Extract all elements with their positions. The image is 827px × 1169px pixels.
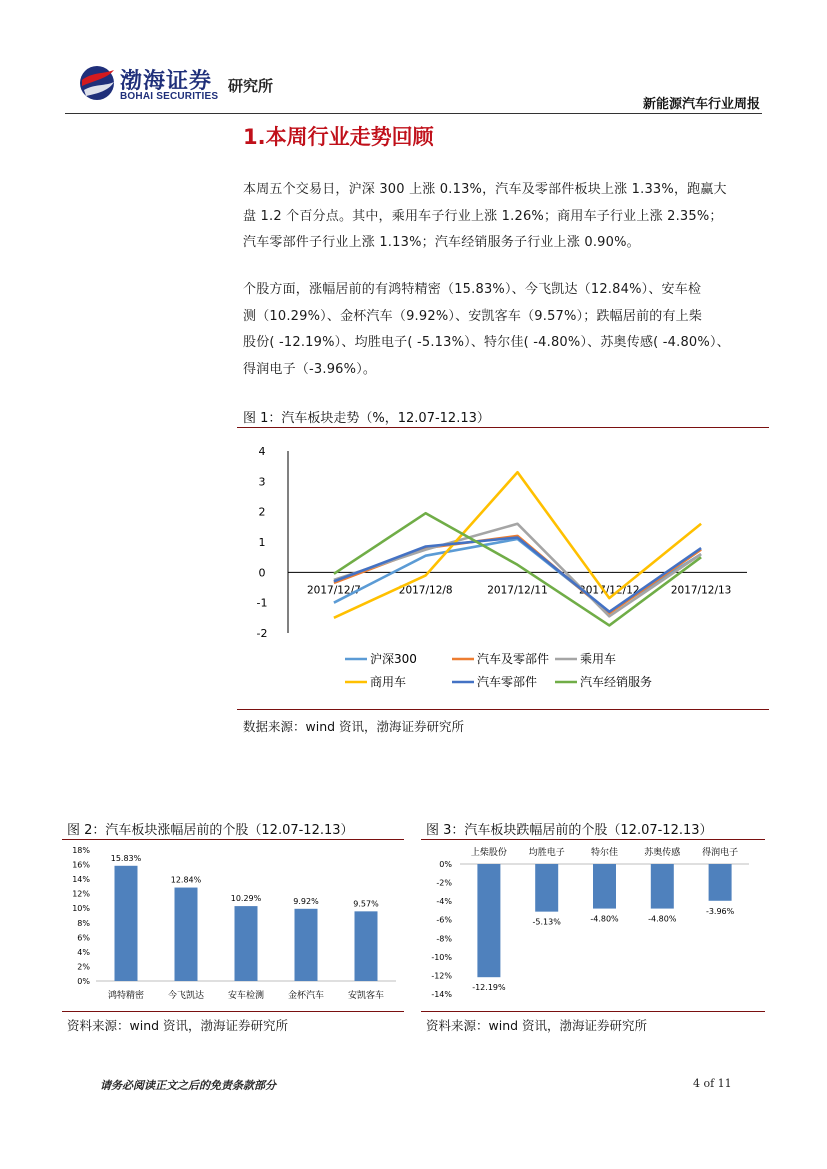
- y-tick-label: 12%: [72, 889, 90, 899]
- report-title: 新能源汽车行业周报: [642, 97, 760, 112]
- figure2-caption: 图 2：汽车板块涨幅居前的个股（12.07-12.13）: [67, 823, 354, 838]
- legend-label: 沪深300: [370, 652, 417, 666]
- y-tick-label: -10%: [431, 952, 452, 962]
- bar: [235, 906, 258, 981]
- x-tick-label: 苏奥传感: [644, 848, 681, 858]
- section-title: 1.本周行业走势回顾: [243, 125, 434, 149]
- legend-label: 商用车: [370, 675, 407, 689]
- legend-label: 汽车经销服务: [580, 675, 653, 689]
- page-number: 4 of 11: [693, 1077, 732, 1090]
- y-tick-label: 2: [258, 505, 266, 519]
- y-tick-label: 2%: [77, 962, 90, 972]
- bar: [535, 864, 558, 912]
- bar-value-label: 10.29%: [230, 894, 262, 904]
- footer-disclaimer: 请务必阅读正文之后的免责条款部分: [100, 1079, 276, 1092]
- bar-value-label: 12.84%: [170, 875, 202, 885]
- paragraph-2-line: 测（10.29%）、金杯汽车（9.92%）、安凯客车（9.57%）；跌幅居前的有上柴: [243, 308, 703, 324]
- bar-value-label: -4.80%: [590, 914, 619, 924]
- y-tick-label: -6%: [436, 915, 452, 925]
- figure2-bar-chart: [62, 841, 404, 1011]
- y-tick-label: 18%: [72, 846, 90, 855]
- figure1-top-rule: [237, 427, 769, 428]
- figure3-bar-chart: [421, 841, 765, 1011]
- y-tick-label: 16%: [72, 860, 90, 870]
- figure3-source: 资料来源：wind 资讯，渤海证券研究所: [426, 1018, 648, 1033]
- y-tick-label: -14%: [431, 990, 452, 999]
- y-tick-label: 0%: [77, 977, 90, 986]
- legend-label: 汽车零部件: [477, 675, 538, 689]
- bar-value-label: 15.83%: [110, 853, 142, 863]
- series-line: [334, 539, 701, 612]
- legend-label: 乘用车: [580, 652, 617, 666]
- y-tick-label: 6%: [77, 933, 90, 943]
- y-tick-label: -2: [256, 627, 268, 640]
- x-tick-label: 2017/12/13: [670, 584, 732, 597]
- y-tick-label: 3: [258, 475, 266, 489]
- y-tick-label: 1: [258, 536, 266, 549]
- y-tick-label: -8%: [436, 934, 452, 944]
- figure2-bottom-rule: [62, 1011, 404, 1012]
- paragraph-1-line: 本周五个交易日，沪深 300 上涨 0.13%，汽车及零部件板块上涨 1.33%，跑赢大: [243, 182, 727, 197]
- x-tick-label: 鸿特精密: [107, 991, 145, 1001]
- figure1-caption: 图 1：汽车板块走势（%，12.07-12.13）: [243, 411, 490, 426]
- x-tick-label: 2017/12/11: [487, 584, 548, 597]
- bar: [175, 888, 198, 981]
- x-tick-label: 2017/12/12: [579, 584, 640, 597]
- figure1-bottom-rule: [237, 709, 769, 710]
- x-tick-label: 金杯汽车: [287, 991, 325, 1001]
- bar: [355, 911, 378, 981]
- figure1-source: 数据来源：wind 资讯，渤海证券研究所: [243, 719, 465, 734]
- paragraph-2-line: 股份( -12.19%）、均胜电子( -5.13%）、特尔佳( -4.80%）、苏奥传感( -4.80%）、: [243, 335, 730, 350]
- x-tick-label: 均胜电子: [528, 848, 565, 858]
- paragraph-1: [243, 177, 769, 257]
- y-tick-label: -12%: [431, 971, 452, 981]
- y-tick-label: -1: [256, 596, 268, 610]
- y-tick-label: -4%: [436, 897, 452, 907]
- y-tick-label: -2%: [436, 878, 452, 888]
- x-tick-label: 上柴股份: [470, 848, 507, 858]
- y-tick-label: 0: [258, 566, 266, 580]
- bar: [593, 864, 616, 909]
- bar: [477, 864, 500, 977]
- paragraph-2: [243, 277, 769, 383]
- bar-value-label: -4.80%: [648, 914, 677, 924]
- figure2-top-rule: [62, 839, 404, 840]
- bar-value-label: 9.92%: [293, 896, 319, 906]
- y-tick-label: 0%: [439, 860, 452, 869]
- figure1-line-chart: [237, 432, 769, 704]
- legend-label: 汽车及零部件: [477, 652, 550, 666]
- bar: [295, 909, 318, 981]
- figure3-bottom-rule: [421, 1011, 765, 1012]
- logo-en: BOHAI SECURITIES: [120, 91, 219, 102]
- bar-value-label: -5.13%: [532, 917, 561, 927]
- bar-value-label: -3.96%: [705, 906, 735, 916]
- x-tick-label: 安凯客车: [347, 991, 385, 1001]
- logo-cn: 渤海证券: [120, 68, 213, 94]
- logo-dept: 研究所: [228, 77, 274, 95]
- bar-value-label: 9.57%: [353, 899, 379, 909]
- x-tick-label: 安车检测: [227, 991, 265, 1001]
- bar-value-label: -12.19%: [472, 983, 506, 993]
- x-tick-label: 得润电子: [702, 848, 739, 858]
- x-tick-label: 特尔佳: [590, 848, 619, 858]
- x-tick-label: 今飞凯达: [167, 991, 205, 1001]
- header: [0, 0, 827, 115]
- x-tick-label: 2017/12/7: [306, 584, 361, 597]
- paragraph-2-line: 得润电子（-3.96%）。: [243, 361, 377, 377]
- figure3-top-rule: [421, 839, 765, 840]
- bar: [115, 866, 138, 981]
- paragraph-2-line: 个股方面，涨幅居前的有鸿特精密（15.83%）、今飞凯达（12.84%）、安车检: [243, 282, 702, 297]
- y-tick-label: 4: [258, 445, 266, 458]
- y-tick-label: 10%: [72, 904, 90, 914]
- paragraph-1-line: 盘 1.2 个百分点。其中，乘用车子行业上涨 1.26%；商用车子行业上涨 2.35%；: [243, 208, 723, 224]
- paragraph-1-line: 汽车零部件子行业上涨 1.13%；汽车经销服务子行业上涨 0.90%。: [243, 235, 640, 250]
- header-rule: [65, 113, 762, 114]
- bar: [651, 864, 674, 909]
- y-tick-label: 8%: [77, 918, 90, 928]
- y-tick-label: 4%: [77, 947, 90, 957]
- figure3-caption: 图 3：汽车板块跌幅居前的个股（12.07-12.13）: [426, 823, 713, 838]
- bar: [709, 864, 732, 901]
- figure2-source: 资料来源：wind 资讯，渤海证券研究所: [67, 1018, 289, 1033]
- y-tick-label: 14%: [72, 875, 90, 885]
- bohai-logo-icon: [78, 62, 118, 104]
- x-tick-label: 2017/12/8: [398, 584, 453, 597]
